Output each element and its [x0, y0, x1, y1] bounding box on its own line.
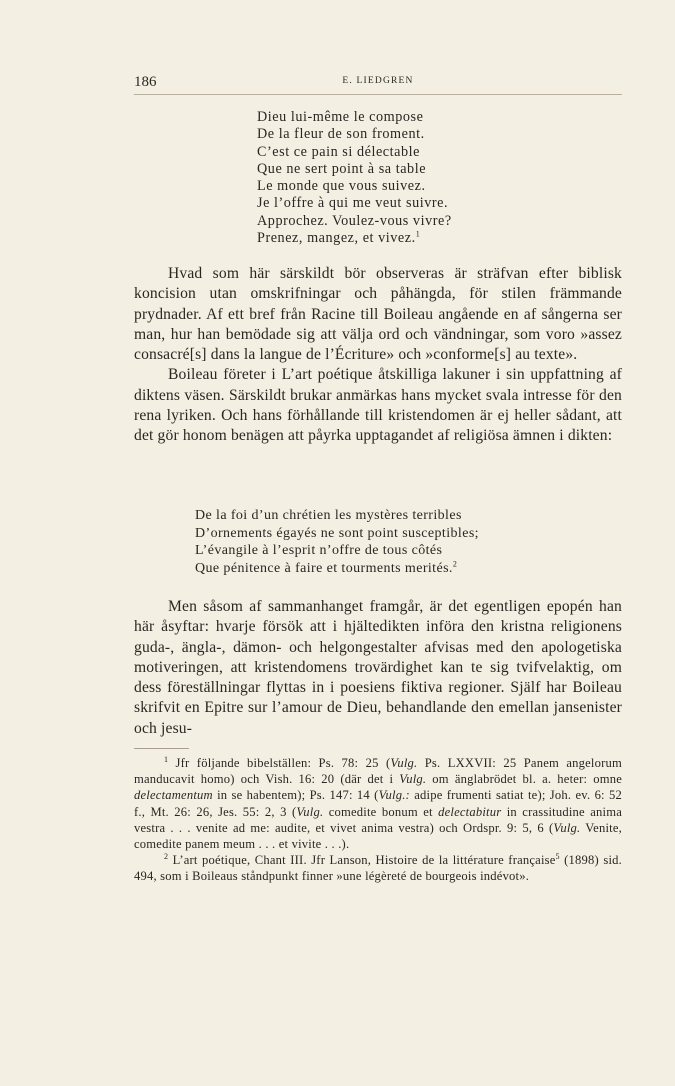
verse-quote-boileau — [195, 507, 479, 577]
paragraph: Men såsom af sammanhanget framgår, är det egentligen epopén han här åsyftar: hvarje försök att i hjältedikten införa den kristna religionens guda-, ängla-, dämon- och helgongestalter afvisas med den apologetiska motiveringen, att kristendomens trovärdighet kan te sig tvifvelaktig, om dess föreställningar flyttas in i poesiens fiktiva regioner. Själf har Boileau skrifvit en Epitre sur l’amour de Dieu, behandlande den emellan jansenister och jesu- — [134, 598, 622, 737]
paragraph-text: åtskilliga lakuner i sin uppfattning af diktens väsen. Särskildt brukar anmärkas hans mycket svala intresse för den rena lyriken. Och hans förhållande till kristendomen är ej heller sådant, att det gör honom benägen att påyrka upptagandet af religiösa ämnen i dikten: — [134, 366, 622, 445]
footnote-text: in crassitudine anima vestra . . . venite ad me: audite, et vivet anima vestra) och Ordspr. 9: 5, 6 ( — [134, 804, 622, 835]
verse-line — [257, 230, 452, 247]
footnote-number: 1 — [164, 754, 169, 764]
footnote-italic: Vulg. — [553, 820, 581, 835]
verse-line-text: Que pénitence à faire et tourments merités. — [195, 560, 453, 576]
footnote-italic: Vulg. — [296, 804, 324, 819]
verse-line: Que ne sert point à sa table — [257, 160, 427, 177]
page-number: 186 — [134, 74, 157, 90]
footnotes — [134, 755, 622, 885]
body-text-block-1 — [134, 264, 622, 447]
verse-line: Je l’offre à qui me veut suivre. — [257, 195, 449, 212]
edition-superscript: 5 — [555, 852, 560, 862]
paragraph: Hvad som här särskildt bör observeras är sträfvan efter biblisk koncision utan omskrifningar och påhängda, för stilen främmande prydnader. Af ett bref från Racine till Boileau angående en af sångerna ser man, hur han bemödade sig att välja ord och vändningar, som voro »assez consacré[s] dans la langue de l’Écriture» och »conforme[s] au texte». — [134, 265, 622, 364]
footnote-number: 2 — [164, 852, 169, 862]
paragraph-text: Boileau företer i — [168, 366, 282, 384]
verse-line: Approchez. Voulez-vous vivre? — [257, 212, 452, 229]
footnote-text: om änglabrödet bl. a. heter: omne — [426, 772, 623, 787]
footnote-marker: 1 — [415, 229, 421, 239]
footnote-text: Venite, comedite panem meum . . . et vivite . . .). — [134, 820, 623, 852]
verse-line: Dieu lui-même le compose — [257, 109, 424, 125]
verse-line: De la foi d’un chrétien les mystères terribles — [195, 508, 462, 523]
footnote-text: in se habentem); Ps. 147: 14 ( — [212, 788, 379, 803]
body-text-block-2 — [134, 597, 622, 739]
footnote-text: adipe frumenti satiat te); Joh. ev. 6: 52 f., Mt. 26: 26, Jes. 55: 2, 3 ( — [134, 788, 623, 819]
footnote-text: (1898) sid. 494, som i Boileaus ståndpunkt finner »une légèreté de bourgeois indévot». — [134, 853, 622, 884]
work-title: L’art poétique — [281, 366, 373, 384]
footnote-italic: Vulg. — [399, 772, 427, 787]
footnote-italic: delectabitur — [438, 804, 502, 819]
footnote-italic: Vulg. — [390, 756, 418, 770]
footnote-marker: 2 — [452, 558, 458, 568]
verse-line: C’est ce pain si délectable — [257, 143, 420, 160]
verse-line — [195, 560, 479, 578]
footnote-italic: delectamentum — [134, 788, 213, 803]
page-header — [134, 74, 622, 95]
paragraph — [134, 365, 622, 446]
verse-quote-french — [257, 109, 452, 247]
running-head: E. LIEDGREN — [342, 76, 414, 86]
verse-line: D’ornements égayés ne sont point susceptibles; — [195, 525, 479, 541]
footnote-text: comedite bonum et — [323, 804, 439, 819]
footnote-1 — [134, 755, 622, 852]
footnote-divider — [134, 748, 189, 749]
footnote-text: L’art poétique, Chant III. Jfr Lanson, Histoire de la littérature française — [168, 853, 556, 868]
verse-line: L’évangile à l’esprit n’offre de tous côtés — [195, 543, 443, 558]
footnote-italic: Vulg.: — [378, 788, 410, 803]
verse-line: Le monde que vous suivez. — [257, 178, 426, 195]
verse-line-text: Prenez, mangez, et vivez. — [257, 230, 416, 247]
verse-line: De la fleur de son froment. — [257, 126, 425, 143]
footnote-text: Jfr följande bibelställen: Ps. 78: 25 ( — [168, 756, 391, 770]
footnote-2 — [134, 852, 622, 884]
footnote-text: Ps. LXXVII: 25 Panem angelorum manducavit homo) och Vish. 16: 20 (där det i — [134, 756, 622, 787]
